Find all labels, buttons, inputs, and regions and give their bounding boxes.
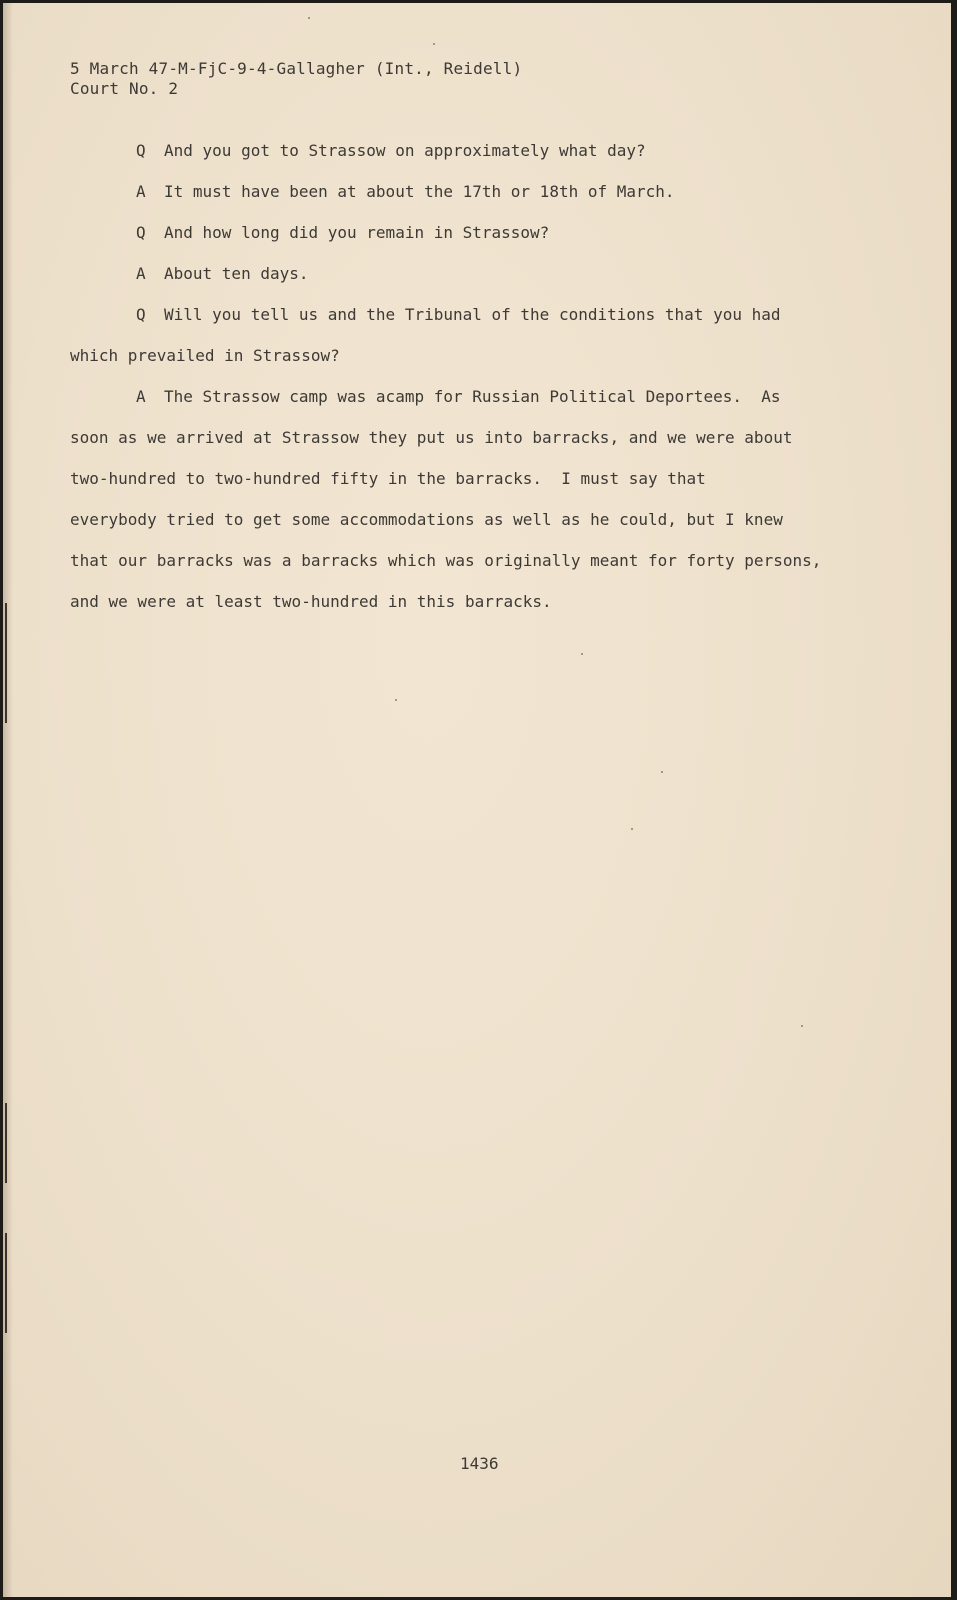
- binding-mark: [5, 603, 7, 723]
- question-3-continuation: which prevailed in Strassow?: [70, 346, 340, 365]
- paper-speck: [308, 17, 310, 19]
- paper-speck: [631, 828, 633, 830]
- answer-3-continuation: and we were at least two-hundred in this barracks.: [70, 592, 552, 611]
- paper-speck: [581, 653, 583, 655]
- question-2: [136, 223, 549, 242]
- speaker-label: A: [136, 182, 146, 201]
- paper-speck: [801, 1025, 803, 1027]
- question-3: [136, 305, 781, 324]
- answer-3-continuation: that our barracks was a barracks which was originally meant for forty persons,: [70, 551, 822, 570]
- speaker-label: Q: [136, 305, 146, 324]
- answer-text: It must have been at about the 17th or 18th of March.: [164, 182, 675, 201]
- answer-1: [136, 182, 675, 201]
- document-header-line-2: Court No. 2: [70, 79, 179, 98]
- answer-3-continuation: two-hundred to two-hundred fifty in the barracks. I must say that: [70, 469, 706, 488]
- speaker-label: Q: [136, 141, 146, 160]
- answer-text: About ten days.: [164, 264, 309, 283]
- speaker-label: Q: [136, 223, 146, 242]
- document-header-line-1: 5 March 47-M-FjC-9-4-Gallagher (Int., Reidell): [70, 59, 523, 78]
- answer-3-continuation: soon as we arrived at Strassow they put us into barracks, and we were about: [70, 428, 793, 447]
- speaker-label: A: [136, 264, 146, 283]
- page-number: 1436: [460, 1454, 499, 1473]
- paper-speck: [395, 699, 397, 701]
- question-text: And how long did you remain in Strassow?: [164, 223, 550, 242]
- speaker-label: A: [136, 387, 146, 406]
- paper-speck: [433, 43, 435, 45]
- question-text: And you got to Strassow on approximately what day?: [164, 141, 646, 160]
- question-1: [136, 141, 646, 160]
- document-page: [3, 3, 951, 1597]
- answer-2: [136, 264, 309, 283]
- page-edge-shadow: [3, 3, 13, 1597]
- binding-mark: [5, 1103, 7, 1183]
- answer-3: [136, 387, 781, 406]
- binding-mark: [5, 1233, 7, 1333]
- answer-3-continuation: everybody tried to get some accommodations as well as he could, but I knew: [70, 510, 783, 529]
- paper-speck: [661, 771, 663, 773]
- question-text: Will you tell us and the Tribunal of the conditions that you had: [164, 305, 781, 324]
- answer-text: The Strassow camp was acamp for Russian Political Deportees. As: [164, 387, 781, 406]
